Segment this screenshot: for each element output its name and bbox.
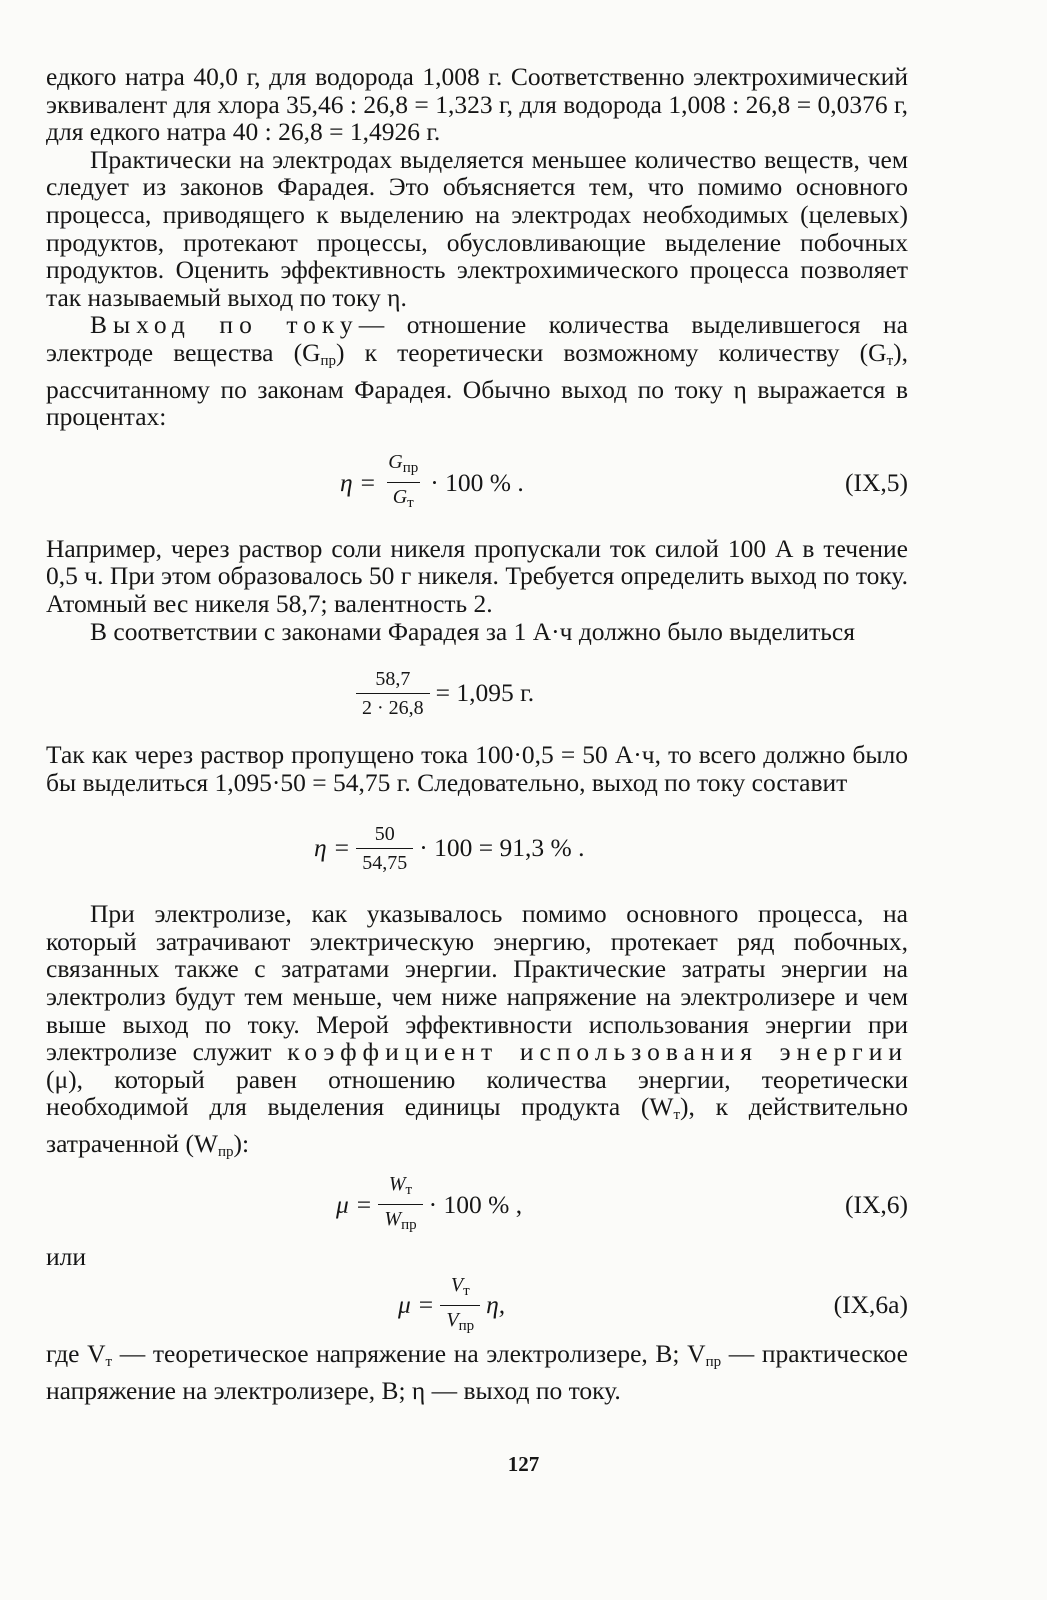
formula-ix-6a: μ = $\frac{V_т}{V_{пр}}$ η, (IX,6а): [46, 1270, 908, 1340]
paragraph-4: Например, через раствор соли никеля пропускали ток силой 100 А в течение 0,5 ч. При этом образовалось 50 г никеля. Требуется определить выход по току. Атомный вес никеля 58,7; валентность 2.: [46, 533, 908, 618]
equation-number: (IX,5): [844, 467, 908, 497]
formula-efficiency-result: η = $\frac{50}{54,75}$ · 100 = 91,3 % .: [314, 822, 585, 874]
paragraph-5: В соответствии с законами Фарадея за 1 А·ч должно было выделиться: [90, 616, 855, 646]
fraction: $\frac{V_т}{V_{пр}}$: [440, 1273, 480, 1338]
equation-number: (IX,6): [844, 1189, 908, 1219]
term-energy-coefficient: коэффициент использования энергии: [287, 1037, 909, 1067]
fraction: $\frac{W_т}{W_{пр}}$: [378, 1172, 422, 1237]
term-current-efficiency: Выход по току: [90, 310, 359, 340]
equation-number: (IX,6а): [833, 1290, 908, 1320]
paragraph-8: где $V_т$ — теоретическое напряжение на электролизере, В; $V_{пр}$ — практическое напряжение на электролизере, В; η — выход по току.: [46, 1339, 908, 1405]
page-body: [46, 63, 908, 1404]
fraction: $\frac{58,7}{2 \cdot 26,8}$: [356, 667, 430, 720]
fraction: $\frac{G_{пр}}{G_т}$: [382, 450, 424, 515]
formula-ix-5: η = $\frac{G_{пр}}{G_т}$ · 100 % . (IX,5): [46, 431, 908, 535]
paragraph-6: Так как через раствор пропущено тока 100·0,5 = 50 А·ч, то всего должно было бы выделиться 1,095·50 = 54,75 г. Следовательно, выход по току составит: [46, 740, 908, 797]
formula-ix-6: μ = $\frac{W_т}{W_{пр}}$ · 100 % , (IX,6): [46, 1167, 908, 1243]
page-number: 127: [507, 1452, 540, 1476]
formula-nickel-equivalent: $\frac{58,7}{2 \cdot 26,8}$ = 1,095 г.: [46, 645, 908, 741]
paragraph-3: Выход по току— отношение количества выделившегося на электроде вещества $(G_{пр})$ к теоретически возможному количеству $(G_т)$, рассчитанному по законам Фарадея. Обычно выход по току η выражается в процентах:: [46, 310, 909, 432]
paragraph-1: едкого натра 40,0 г, для водорода 1,008 г. Соответственно электрохимический эквивалент для хлора 35,46 : 26,8 = 1,323 г, для водорода 1,008 : 26,8 = 0,0376 г, для едкого натра 40 : 26,8 = 1,4926 г.: [46, 62, 908, 147]
fraction: $\frac{50}{54,75}$: [356, 822, 413, 875]
paragraph-2: Практически на электродах выделяется меньшее количество веществ, чем следует из законов Фарадея. Это объясняется тем, что помимо основного процесса, приводящего к выделению на электродах необходимых (целевых) продуктов, протекают процессы, обусловливающие выделение побочных продуктов. Оценить эффективность электрохимического процесса позволяет так называемый выход по току η.: [46, 144, 908, 312]
paragraph-7: При электролизе, как указывалось помимо основного процесса, на который затрачивают электрическую энергию, протекает ряд побочных, связанных также с затратами энергии. Практические затраты энергии на электролиз будут тем меньше, чем ниже напряжение на электролизере и чем выше выход по току. Мерой эффективности использования энергии при электролизе служит коэффициент использования энергии (μ), который равен отношению количества энергии, теоретически необходимой для выделения единицы продукта $(W_т)$, к действительно затраченной $(W_{пр})$:: [46, 899, 909, 1161]
or-word: или: [46, 1241, 87, 1271]
